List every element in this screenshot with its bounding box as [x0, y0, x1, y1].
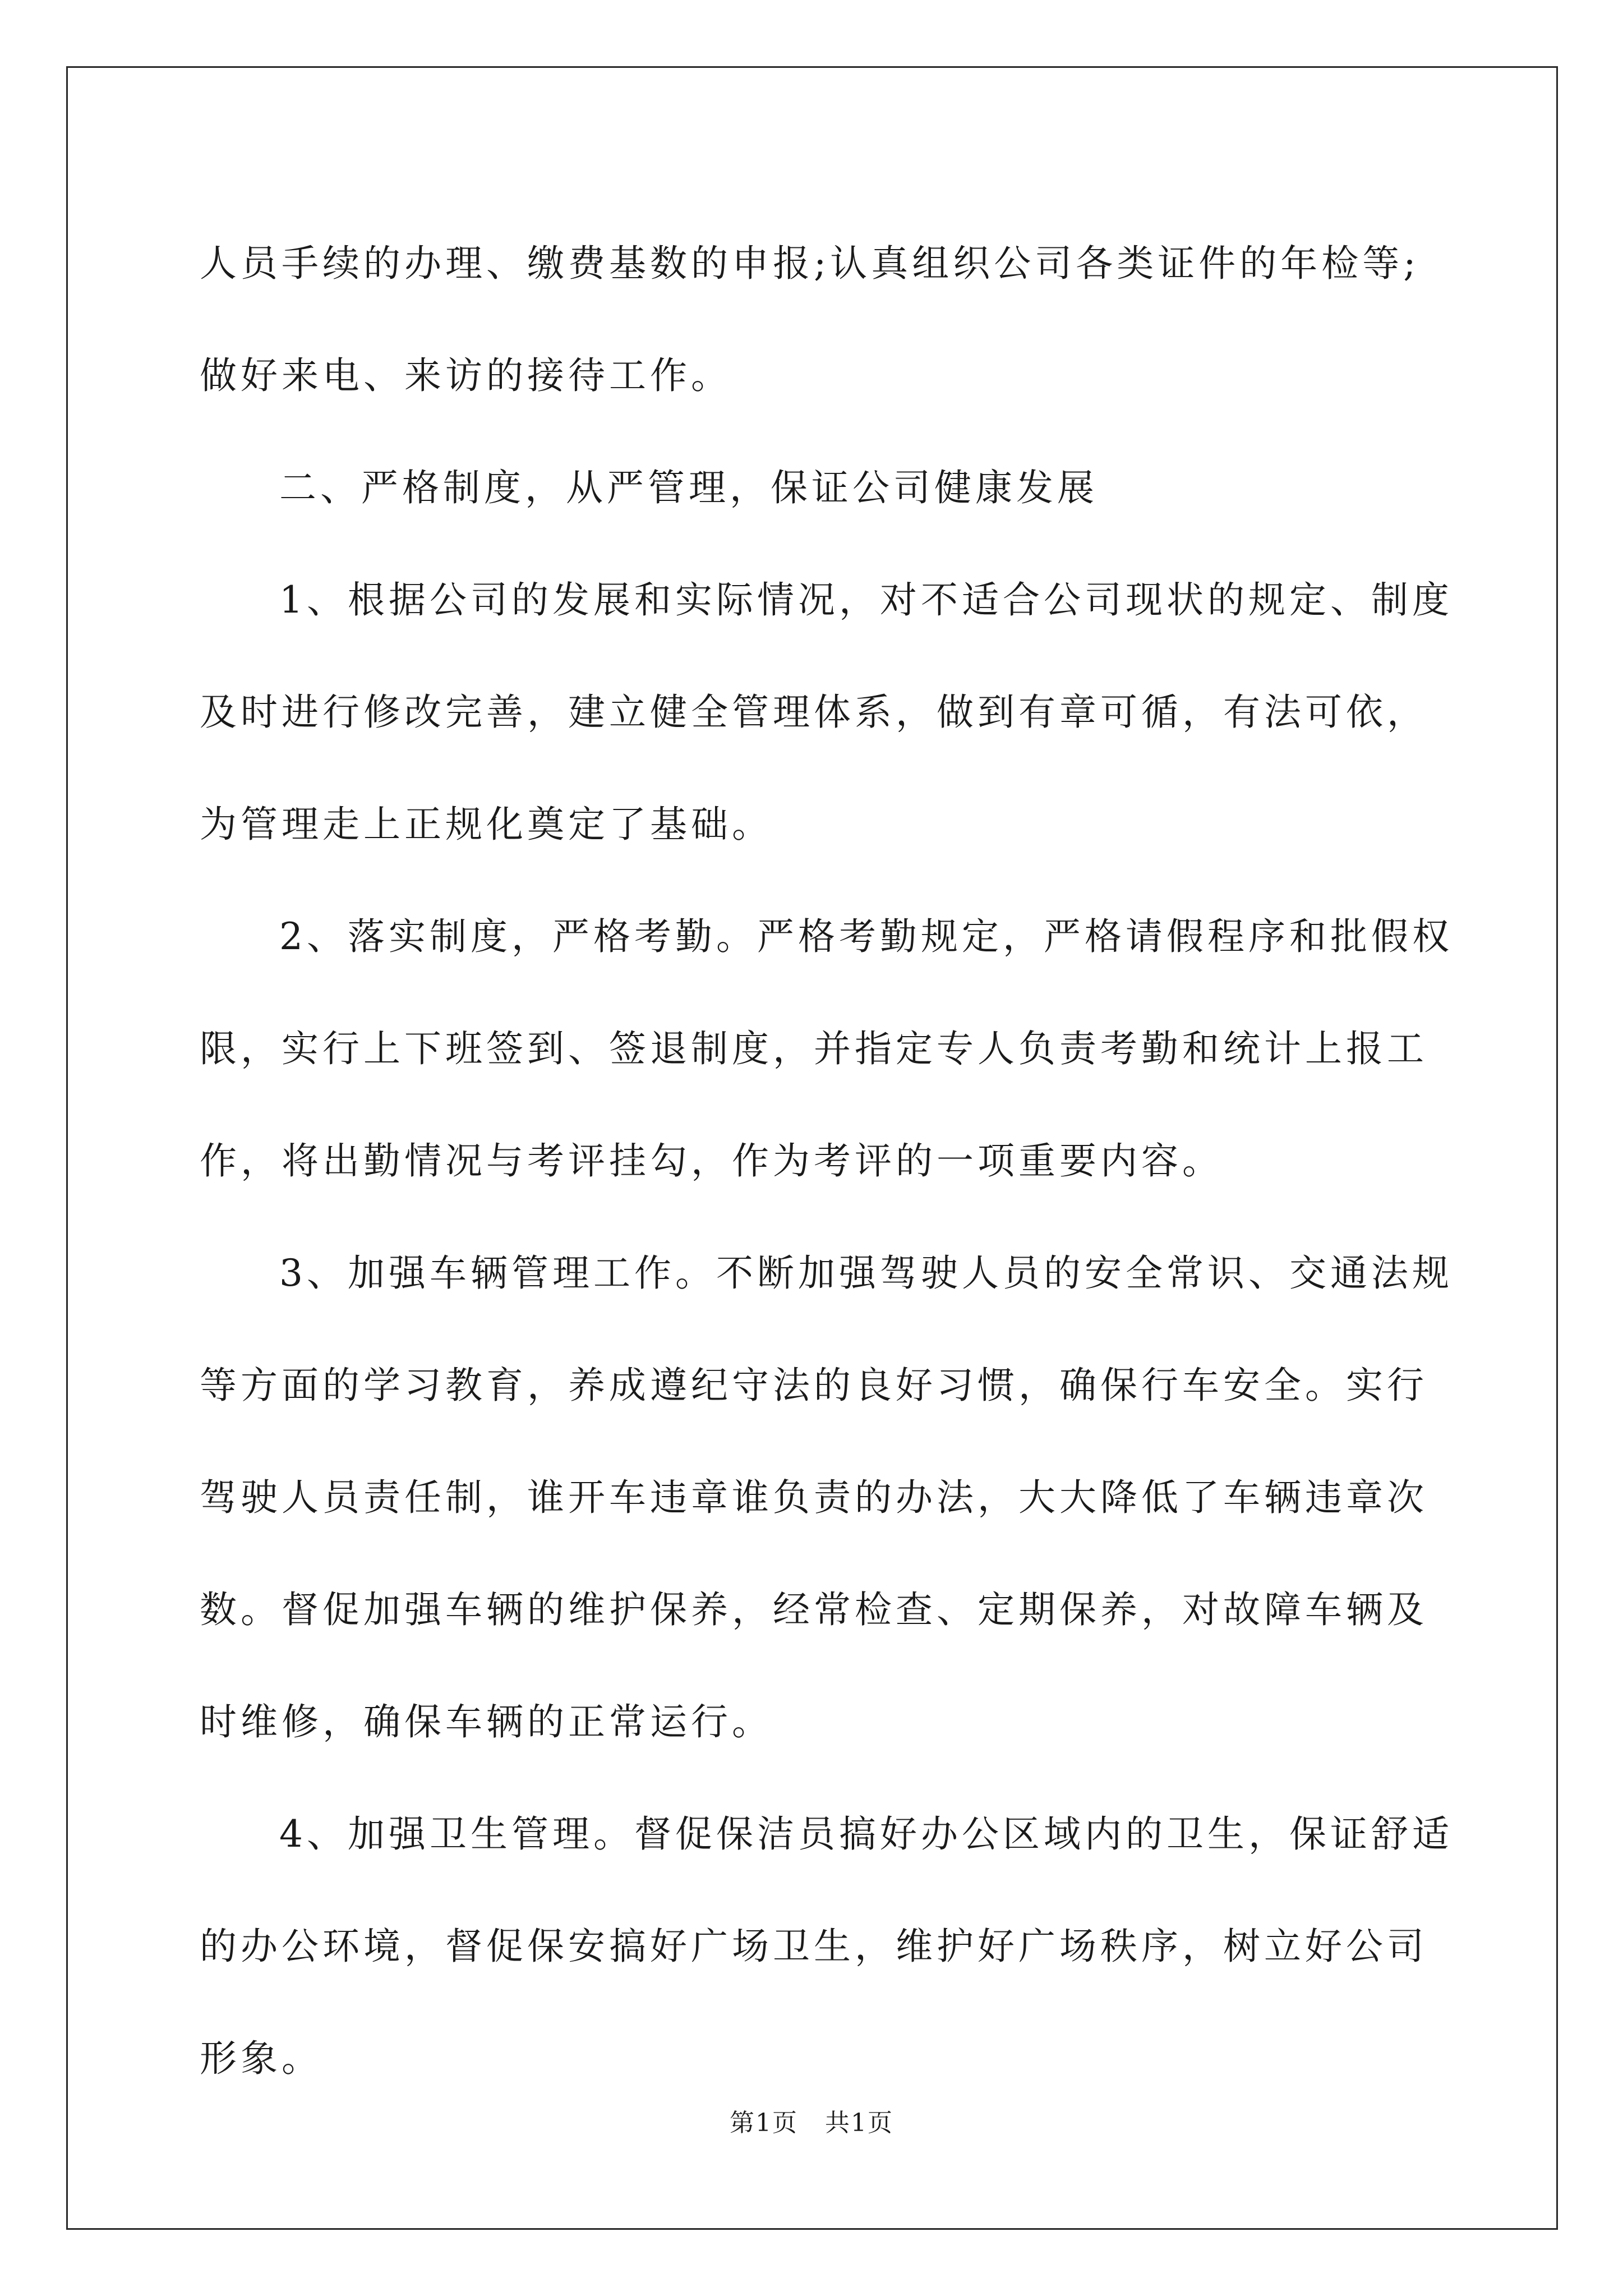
text-line: 人员手续的办理、缴费基数的申报;认真组织公司各类证件的年检等; [200, 242, 1420, 285]
text-line: 等方面的学习教育，养成遵纪守法的良好习惯，确保行车安全。实行 [200, 1364, 1428, 1407]
page-total: 共1页 [825, 2109, 893, 2137]
text-line: 1、根据公司的发展和实际情况，对不适合公司现状的规定、制度 [279, 578, 1453, 622]
text-line: 4、加强卫生管理。督促保洁员搞好办公区域内的卫生，保证舒适 [279, 1812, 1453, 1856]
page-footer [0, 2102, 1623, 2138]
text-line: 形象。 [200, 2037, 322, 2080]
text-line: 驾驶人员责任制，谁开车违章谁负责的办法，大大降低了车辆违章次 [200, 1476, 1428, 1519]
text-line: 时维修，确保车辆的正常运行。 [200, 1700, 773, 1743]
text-line: 数。督促加强车辆的维护保养，经常检查、定期保养，对故障车辆及 [200, 1588, 1428, 1631]
text-line: 3、加强车辆管理工作。不断加强驾驶人员的安全常识、交通法规 [279, 1251, 1453, 1295]
text-line: 及时进行修改完善，建立健全管理体系，做到有章可循，有法可依， [200, 691, 1428, 734]
text-line: 作，将出勤情况与考评挂勾，作为考评的一项重要内容。 [200, 1139, 1223, 1182]
document-body [200, 208, 1453, 2115]
text-line: 做好来电、来访的接待工作。 [200, 354, 732, 397]
text-line: 的办公环境，督促保安搞好广场卫生，维护好广场秩序，树立好公司 [200, 1925, 1428, 1968]
section-heading: 二、严格制度，从严管理，保证公司健康发展 [279, 466, 1098, 509]
page-number: 第1页 [730, 2109, 798, 2137]
text-line: 2、落实制度，严格考勤。严格考勤规定，严格请假程序和批假权 [279, 915, 1453, 958]
text-line: 为管理走上正规化奠定了基础。 [200, 803, 773, 846]
text-line: 限，实行上下班签到、签退制度，并指定专人负责考勤和统计上报工 [200, 1027, 1428, 1070]
